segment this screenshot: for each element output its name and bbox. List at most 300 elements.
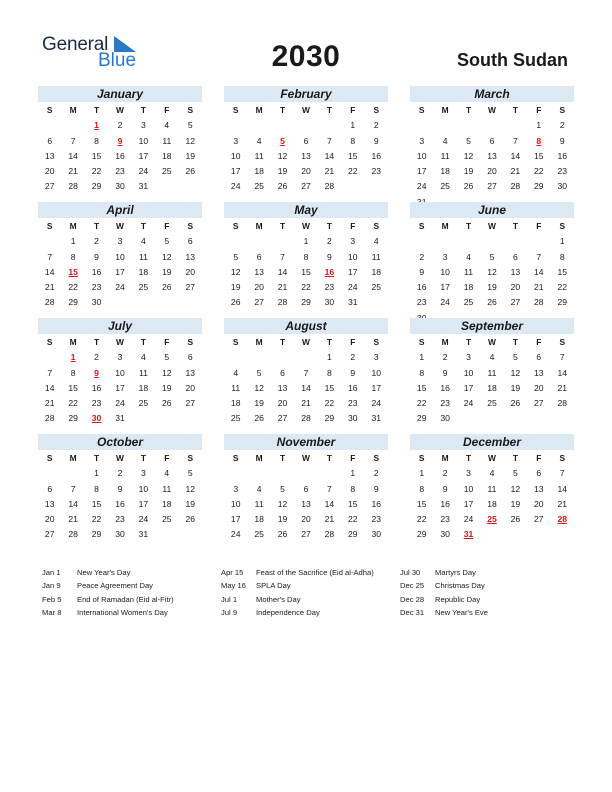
weekday-label: S xyxy=(373,221,380,231)
day-cell: 18 xyxy=(487,382,497,393)
day-cell: 28 xyxy=(301,413,311,424)
holiday-row xyxy=(400,606,488,619)
day-cell: 2 xyxy=(350,352,356,363)
day-cell: 19 xyxy=(254,398,264,409)
day-cell: 12 xyxy=(185,135,196,146)
day-cell: 16 xyxy=(115,150,125,161)
day-cell: 28 xyxy=(324,529,335,540)
day-cell: 26 xyxy=(510,398,521,409)
holiday-date: Jan 9 xyxy=(42,581,61,591)
weekday-label: T xyxy=(465,337,472,347)
day-cell: 14 xyxy=(44,266,55,277)
day-cell: 20 xyxy=(510,282,521,293)
weekday-label: T xyxy=(326,105,332,115)
day-cell: 26 xyxy=(277,529,288,540)
day-cell: 6 xyxy=(256,251,262,262)
holiday-date: Apr 15 xyxy=(221,568,244,577)
weekday-label: T xyxy=(279,453,286,463)
holiday-day: 8 xyxy=(536,135,542,146)
day-cell: 15 xyxy=(301,266,311,277)
day-cell: 21 xyxy=(557,382,568,393)
day-cell: 6 xyxy=(513,251,518,262)
day-cell: 20 xyxy=(534,382,544,393)
day-cell: 11 xyxy=(138,251,148,262)
day-cell: 16 xyxy=(91,382,102,393)
empty-cell xyxy=(271,350,294,365)
holiday-day: 9 xyxy=(94,367,99,378)
weekday-label: S xyxy=(418,337,425,347)
day-cell: 18 xyxy=(162,150,172,161)
weekday-label: T xyxy=(140,453,146,463)
day-cell: 18 xyxy=(138,266,149,277)
day-cell: 7 xyxy=(559,352,565,363)
day-cell: 15 xyxy=(324,382,335,393)
day-cell: 27 xyxy=(44,181,55,192)
day-cell: 5 xyxy=(513,352,518,363)
holiday-day: 5 xyxy=(280,135,285,146)
day-cell: 3 xyxy=(141,120,146,131)
day-cell: 22 xyxy=(68,398,78,409)
weekday-label: S xyxy=(559,453,566,463)
month-title: July xyxy=(38,318,202,334)
day-cell: 3 xyxy=(466,468,471,479)
day-cell: 4 xyxy=(141,236,146,247)
day-cell: 27 xyxy=(534,398,544,409)
day-cell: 18 xyxy=(162,498,172,509)
day-cell: 8 xyxy=(327,367,332,378)
day-cell: 17 xyxy=(463,498,474,509)
day-cell: 24 xyxy=(463,514,474,525)
weekday-label: S xyxy=(46,105,53,115)
weekday-label: S xyxy=(373,453,380,463)
weekday-label: M xyxy=(255,453,263,463)
day-cell: 12 xyxy=(277,498,288,509)
day-cell: 3 xyxy=(233,135,239,146)
holiday-date: Jul 9 xyxy=(221,607,238,617)
day-cell: 4 xyxy=(489,352,495,363)
day-cell: 19 xyxy=(510,498,521,509)
day-cell: 11 xyxy=(254,498,264,509)
holiday-day: 25 xyxy=(487,514,497,525)
holiday-column xyxy=(42,566,174,619)
day-cell: 14 xyxy=(324,498,335,509)
month-february xyxy=(224,86,388,195)
day-cell: 8 xyxy=(94,135,99,146)
day-cell: 17 xyxy=(463,382,474,393)
day-cell: 28 xyxy=(68,529,78,540)
day-cell: 2 xyxy=(373,468,379,479)
day-cell: 4 xyxy=(233,367,239,378)
day-cell: 5 xyxy=(187,468,193,479)
holiday-day: 1 xyxy=(94,120,99,131)
day-cell: 29 xyxy=(91,529,102,540)
day-cell: 21 xyxy=(557,498,568,509)
weekday-label: T xyxy=(140,337,146,347)
day-cell: 20 xyxy=(301,166,311,177)
holiday-date: Jul 1 xyxy=(221,594,238,604)
day-cell: 9 xyxy=(117,483,123,494)
day-cell: 27 xyxy=(301,181,311,192)
day-cell: 4 xyxy=(164,468,170,479)
weekday-label: T xyxy=(465,221,472,231)
holiday-row xyxy=(42,566,174,579)
day-cell: 30 xyxy=(324,297,335,308)
day-grid xyxy=(224,335,388,427)
day-cell: 15 xyxy=(348,150,358,161)
day-cell: 25 xyxy=(162,166,172,177)
day-cell: 29 xyxy=(324,413,335,424)
day-cell: 25 xyxy=(230,413,241,424)
weekday-label: F xyxy=(164,453,170,463)
empty-cell xyxy=(504,234,527,249)
day-cell: 1 xyxy=(303,236,309,247)
day-cell: 16 xyxy=(348,382,358,393)
day-cell: 22 xyxy=(324,398,335,409)
day-cell: 11 xyxy=(254,150,264,161)
weekday-label: F xyxy=(350,105,356,115)
day-grid xyxy=(410,103,574,210)
empty-cell xyxy=(224,350,247,365)
day-cell: 18 xyxy=(254,166,264,177)
empty-cell xyxy=(294,466,317,481)
day-cell: 27 xyxy=(534,514,544,525)
empty-cell xyxy=(61,466,84,481)
day-cell: 28 xyxy=(510,181,521,192)
weekday-label: S xyxy=(46,221,53,231)
weekday-label: F xyxy=(164,337,170,347)
day-cell: 6 xyxy=(536,468,542,479)
weekday-label: M xyxy=(69,337,77,347)
weekday-label: S xyxy=(187,337,194,347)
day-cell: 17 xyxy=(230,514,241,525)
day-cell: 17 xyxy=(440,282,450,293)
weekday-label: M xyxy=(69,453,77,463)
day-cell: 29 xyxy=(91,181,102,192)
day-cell: 9 xyxy=(94,251,99,262)
day-cell: 22 xyxy=(91,514,102,525)
day-cell: 27 xyxy=(301,529,311,540)
day-cell: 23 xyxy=(91,282,102,293)
day-cell: 25 xyxy=(162,514,172,525)
day-cell: 31 xyxy=(138,529,149,540)
day-cell: 10 xyxy=(440,266,450,277)
day-cell: 12 xyxy=(162,251,172,262)
holiday-day: 31 xyxy=(463,529,474,540)
day-cell: 24 xyxy=(348,282,358,293)
day-cell: 17 xyxy=(348,266,358,277)
holiday-row xyxy=(221,579,374,592)
day-cell: 16 xyxy=(371,498,382,509)
day-cell: 26 xyxy=(230,297,241,308)
holiday-name: Martyrs Day xyxy=(435,568,476,577)
day-cell: 22 xyxy=(301,282,311,293)
weekday-label: W xyxy=(116,337,124,347)
day-cell: 4 xyxy=(256,483,262,494)
day-cell: 21 xyxy=(277,282,288,293)
day-cell: 2 xyxy=(442,352,448,363)
day-cell: 21 xyxy=(534,282,544,293)
day-cell: 28 xyxy=(557,398,568,409)
weekday-label: T xyxy=(512,105,518,115)
day-cell: 6 xyxy=(280,367,285,378)
weekday-label: W xyxy=(116,453,124,463)
day-cell: 3 xyxy=(117,236,123,247)
holiday-name: Feast of the Sacrifice (Eid al-Adha) xyxy=(256,568,374,577)
day-cell: 14 xyxy=(301,382,311,393)
day-cell: 11 xyxy=(162,483,172,494)
holiday-day: 1 xyxy=(70,352,76,363)
day-cell: 30 xyxy=(371,529,382,540)
day-cell: 7 xyxy=(47,251,53,262)
empty-cell xyxy=(527,234,550,249)
day-cell: 4 xyxy=(373,236,379,247)
day-cell: 27 xyxy=(44,529,55,540)
month-november xyxy=(224,434,388,543)
day-cell: 24 xyxy=(371,398,382,409)
weekday-label: F xyxy=(536,105,542,115)
day-cell: 16 xyxy=(557,150,568,161)
day-cell: 10 xyxy=(416,150,427,161)
weekday-label: S xyxy=(187,221,194,231)
weekday-label: S xyxy=(187,453,194,463)
holiday-name: Mother's Day xyxy=(256,594,301,604)
day-cell: 26 xyxy=(162,282,172,293)
day-cell: 29 xyxy=(348,529,358,540)
month-august xyxy=(224,318,388,427)
day-cell: 19 xyxy=(277,166,288,177)
day-cell: 17 xyxy=(371,382,382,393)
day-cell: 1 xyxy=(419,468,425,479)
day-cell: 29 xyxy=(416,413,427,424)
day-cell: 25 xyxy=(138,398,149,409)
day-cell: 12 xyxy=(487,266,497,277)
day-cell: 25 xyxy=(440,181,450,192)
month-may xyxy=(224,202,388,311)
holiday-row xyxy=(221,566,374,579)
holiday-day: 9 xyxy=(117,135,123,146)
holiday-date: Jan 1 xyxy=(42,568,61,577)
weekday-label: W xyxy=(116,221,124,231)
month-title: May xyxy=(224,202,388,218)
day-cell: 24 xyxy=(230,181,241,192)
day-cell: 8 xyxy=(94,483,99,494)
day-cell: 17 xyxy=(138,150,149,161)
day-cell: 14 xyxy=(557,483,568,494)
day-cell: 5 xyxy=(233,251,239,262)
day-cell: 13 xyxy=(185,251,196,262)
day-cell: 10 xyxy=(138,135,149,146)
weekday-label: T xyxy=(326,337,332,347)
day-cell: 3 xyxy=(117,352,123,363)
day-cell: 26 xyxy=(254,413,264,424)
day-cell: 23 xyxy=(115,514,125,525)
day-cell: 11 xyxy=(371,251,381,262)
empty-cell xyxy=(271,466,294,481)
day-cell: 6 xyxy=(187,236,193,247)
day-cell: 19 xyxy=(230,282,241,293)
weekday-label: W xyxy=(302,105,310,115)
month-title: April xyxy=(38,202,202,218)
weekday-label: S xyxy=(418,221,425,231)
holiday-day: 28 xyxy=(557,514,568,525)
weekday-label: S xyxy=(232,105,239,115)
day-cell: 1 xyxy=(350,120,356,131)
holiday-row xyxy=(221,606,374,619)
day-cell: 27 xyxy=(510,297,521,308)
day-cell: 5 xyxy=(513,468,518,479)
day-cell: 7 xyxy=(70,135,76,146)
day-cell: 2 xyxy=(373,120,379,131)
day-cell: 19 xyxy=(185,150,196,161)
day-cell: 29 xyxy=(557,297,568,308)
weekday-label: S xyxy=(559,221,566,231)
day-cell: 3 xyxy=(419,135,425,146)
weekday-label: M xyxy=(255,221,263,231)
weekday-label: F xyxy=(536,453,542,463)
day-cell: 6 xyxy=(47,483,53,494)
day-cell: 7 xyxy=(303,367,309,378)
day-cell: 20 xyxy=(534,498,544,509)
day-cell: 30 xyxy=(348,413,358,424)
day-cell: 20 xyxy=(277,398,288,409)
day-cell: 26 xyxy=(162,398,172,409)
day-cell: 2 xyxy=(117,468,123,479)
day-cell: 17 xyxy=(115,266,125,277)
day-cell: 7 xyxy=(513,135,518,146)
holiday-row xyxy=(400,566,488,579)
day-cell: 4 xyxy=(442,135,448,146)
holiday-date: Dec 28 xyxy=(400,594,425,604)
day-cell: 6 xyxy=(489,135,495,146)
day-cell: 12 xyxy=(185,483,196,494)
day-cell: 7 xyxy=(280,251,285,262)
weekday-label: M xyxy=(69,221,77,231)
month-title: August xyxy=(224,318,388,334)
country-name: South Sudan xyxy=(457,50,568,70)
day-cell: 21 xyxy=(68,166,78,177)
weekday-label: W xyxy=(302,221,310,231)
day-cell: 11 xyxy=(487,483,497,494)
empty-cell xyxy=(38,234,61,249)
day-cell: 16 xyxy=(371,150,382,161)
empty-cell xyxy=(318,466,341,481)
weekday-label: W xyxy=(302,453,310,463)
day-cell: 17 xyxy=(230,166,241,177)
month-title: December xyxy=(410,434,574,450)
day-cell: 8 xyxy=(419,483,425,494)
day-cell: 13 xyxy=(301,498,311,509)
day-cell: 12 xyxy=(277,150,288,161)
weekday-label: M xyxy=(441,337,449,347)
day-cell: 8 xyxy=(70,251,76,262)
weekday-label: S xyxy=(232,453,239,463)
weekday-label: T xyxy=(512,221,518,231)
empty-cell xyxy=(294,350,317,365)
holiday-date: Mar 8 xyxy=(42,607,62,617)
day-cell: 8 xyxy=(350,135,356,146)
empty-cell xyxy=(294,118,317,133)
weekday-label: M xyxy=(255,337,263,347)
day-cell: 18 xyxy=(487,498,497,509)
weekday-label: W xyxy=(488,221,496,231)
day-cell: 1 xyxy=(70,236,76,247)
weekday-label: F xyxy=(350,453,356,463)
day-cell: 29 xyxy=(416,529,427,540)
day-cell: 29 xyxy=(301,297,311,308)
day-grid xyxy=(410,335,574,427)
month-title: October xyxy=(38,434,202,450)
day-cell: 9 xyxy=(419,266,425,277)
empty-cell xyxy=(38,350,61,365)
day-cell: 14 xyxy=(557,367,568,378)
empty-cell xyxy=(410,118,433,133)
day-cell: 4 xyxy=(466,251,471,262)
day-cell: 6 xyxy=(187,352,193,363)
day-cell: 20 xyxy=(44,166,55,177)
day-cell: 25 xyxy=(254,181,264,192)
day-cell: 10 xyxy=(348,251,358,262)
day-cell: 20 xyxy=(185,266,196,277)
day-cell: 31 xyxy=(348,297,358,308)
day-cell: 12 xyxy=(510,483,521,494)
holiday-date: Dec 25 xyxy=(400,581,425,591)
empty-cell xyxy=(247,118,270,133)
day-cell: 7 xyxy=(47,367,53,378)
day-cell: 18 xyxy=(254,514,264,525)
day-cell: 20 xyxy=(185,382,196,393)
day-cell: 25 xyxy=(487,398,497,409)
day-cell: 24 xyxy=(440,297,450,308)
day-cell: 29 xyxy=(68,297,78,308)
day-cell: 1 xyxy=(94,468,99,479)
holiday-name: Independence Day xyxy=(256,607,320,617)
weekday-label: T xyxy=(465,453,472,463)
day-cell: 28 xyxy=(68,181,78,192)
weekday-label: S xyxy=(559,337,566,347)
holiday-date: May 16 xyxy=(221,581,246,591)
day-grid xyxy=(38,103,202,195)
day-cell: 27 xyxy=(277,413,288,424)
holiday-name: SPLA Day xyxy=(256,581,291,591)
day-cell: 1 xyxy=(419,352,425,363)
weekday-label: S xyxy=(232,337,239,347)
day-cell: 22 xyxy=(348,514,358,525)
day-cell: 15 xyxy=(534,150,544,161)
day-cell: 15 xyxy=(416,498,427,509)
day-cell: 9 xyxy=(327,251,332,262)
day-cell: 31 xyxy=(115,413,125,424)
day-cell: 13 xyxy=(534,367,544,378)
day-cell: 11 xyxy=(231,382,241,393)
day-cell: 26 xyxy=(463,181,474,192)
day-grid xyxy=(38,451,202,543)
day-grid xyxy=(224,219,388,311)
day-cell: 7 xyxy=(327,483,332,494)
day-cell: 19 xyxy=(185,498,196,509)
day-cell: 16 xyxy=(440,382,450,393)
day-cell: 13 xyxy=(510,266,521,277)
weekday-label: W xyxy=(488,453,496,463)
day-cell: 3 xyxy=(233,483,239,494)
day-cell: 31 xyxy=(371,413,382,424)
weekday-label: T xyxy=(465,105,472,115)
empty-cell xyxy=(410,234,433,249)
day-cell: 14 xyxy=(68,150,78,161)
day-cell: 2 xyxy=(442,468,448,479)
empty-cell xyxy=(38,466,61,481)
day-cell: 14 xyxy=(324,150,335,161)
day-cell: 28 xyxy=(44,413,55,424)
